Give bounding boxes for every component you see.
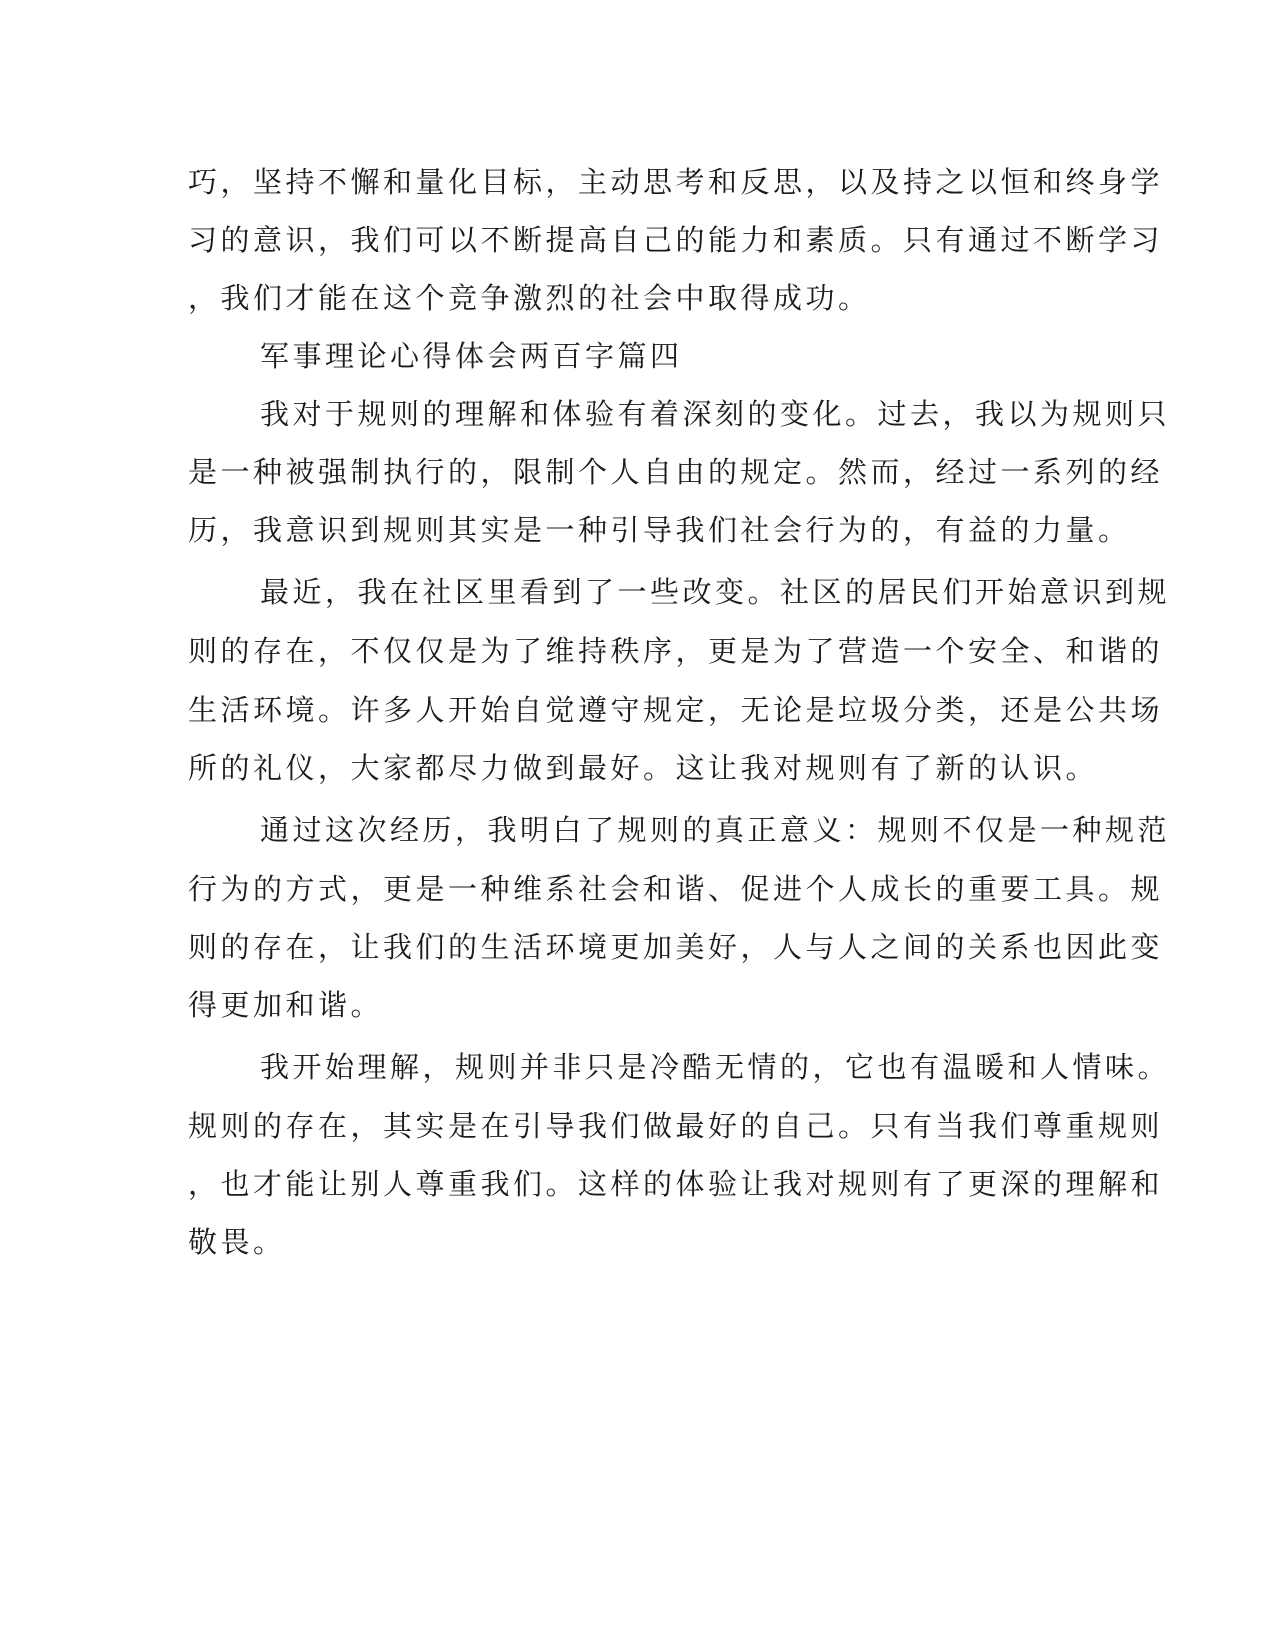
text-line: ，也才能让别人尊重我们。这样的体验让我对规则有了更深的理解和 — [188, 1167, 1164, 1201]
text-line: 是一种被强制执行的，限制个人自由的规定。然而，经过一系列的经 — [188, 455, 1164, 489]
text-line: 则的存在，不仅仅是为了维持秩序，更是为了营造一个安全、和谐的 — [188, 634, 1164, 668]
text-line: ，我们才能在这个竞争激烈的社会中取得成功。 — [188, 281, 871, 315]
text-line: 巧，坚持不懈和量化目标，主动思考和反思，以及持之以恒和终身学 — [188, 165, 1164, 199]
text-line: 生活环境。许多人开始自觉遵守规定，无论是垃圾分类，还是公共场 — [188, 693, 1164, 727]
text-line: 敬畏。 — [188, 1225, 286, 1259]
text-line: 我开始理解，规则并非只是冷酷无情的，它也有温暖和人情味。 — [260, 1050, 1171, 1084]
section-heading: 军事理论心得体会两百字篇四 — [260, 339, 683, 373]
text-line: 通过这次经历，我明白了规则的真正意义：规则不仅是一种规范 — [260, 813, 1171, 847]
text-line: 所的礼仪，大家都尽力做到最好。这让我对规则有了新的认识。 — [188, 751, 1099, 785]
text-line: 最近，我在社区里看到了一些改变。社区的居民们开始意识到规 — [260, 575, 1171, 609]
text-line: 得更加和谐。 — [188, 988, 384, 1022]
text-line: 则的存在，让我们的生活环境更加美好，人与人之间的关系也因此变 — [188, 930, 1164, 964]
text-line: 习的意识，我们可以不断提高自己的能力和素质。只有通过不断学习 — [188, 223, 1164, 257]
text-line: 行为的方式，更是一种维系社会和谐、促进个人成长的重要工具。规 — [188, 872, 1164, 906]
text-line: 我对于规则的理解和体验有着深刻的变化。过去，我以为规则只 — [260, 397, 1171, 431]
text-line: 历，我意识到规则其实是一种引导我们社会行为的，有益的力量。 — [188, 513, 1131, 547]
text-line: 规则的存在，其实是在引导我们做最好的自己。只有当我们尊重规则 — [188, 1109, 1164, 1143]
